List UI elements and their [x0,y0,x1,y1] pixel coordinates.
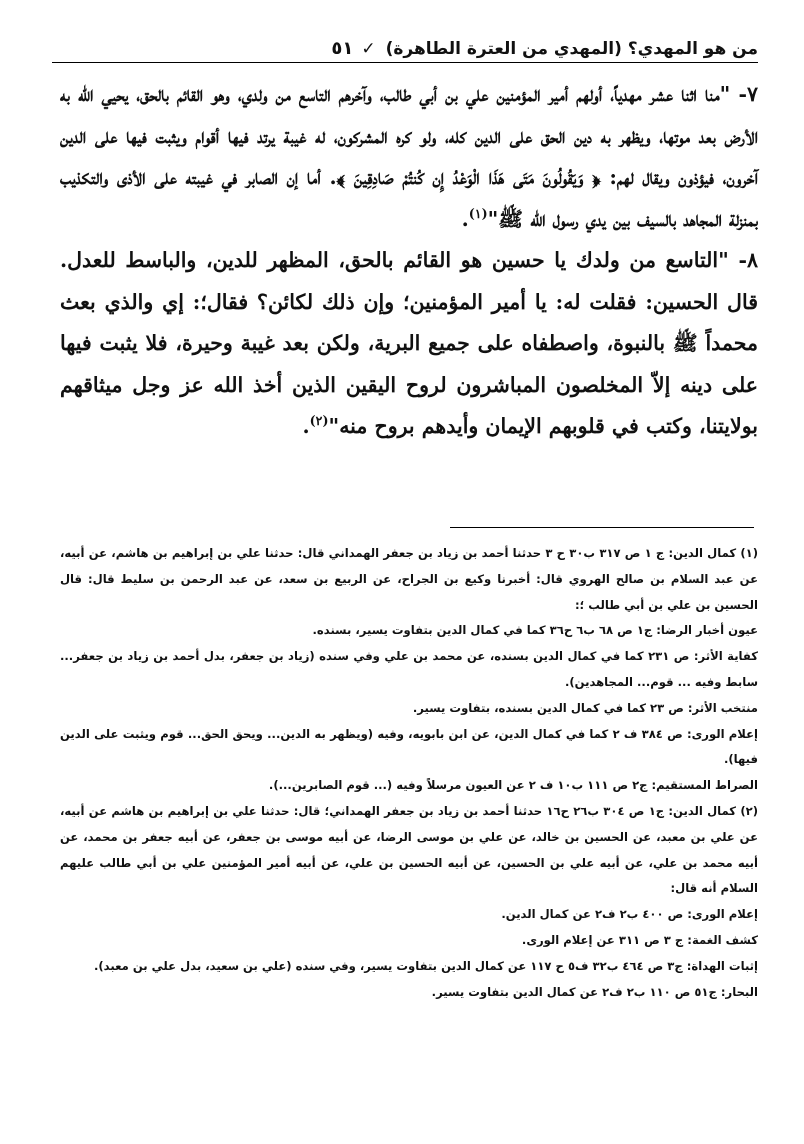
footnote-line: كشف الغمة: ج ٣ ص ٣١١ عن إعلام الورى. [521,932,758,947]
footnote-line: الصراط المستقيم: ج٢ ص ١١١ ب١٠ ف ٢ عن العيون مرسلاً وفيه (... قوم الصابرين...). [268,778,758,793]
paragraph-8: ٨- "التاسع من ولدك يا حسين هو القائم بالحق، المظهر للدين، والباسط للعدل. قال الحسين: فقلت له: يا أمير المؤمنين؛ وإن ذلك لكائن؟ فقال؛: إي والذي بعث محمداً ﷺ بالنبوة، واصطفاه على جميع البرية، ولكن بعد غيبة وحيرة، فلا يثبت فيها على دينه إلاّ المخلصون المباشرون لروح اليقين الذين أخذ الله عز وجل ميثاقهم بولايتنا، وكتب في قلوبهم الإيمان وأيدهم بروح منه"$^{(٢)}$. [60,248,758,438]
footnote-line: إعلام الورى: ص ٤٠٠ ب٢ ف٢ عن كمال الدين. [501,907,758,922]
footnote-line: إثبات الهداة: ج٣ ص ٤٦٤ ب٣٢ ف٥ ح ١١٧ عن كمال الدين بتفاوت يسير، وفي سنده (علي بن سعيد، بدل علي بن معبد). [93,958,758,973]
footnote-line: البحار: ج٥١ ص ١١٠ ب٢ ف٢ عن كمال الدين بتفاوت يسير. [431,984,758,999]
footnote-line: (٢) كمال الدين: ج١ ص ٣٠٤ ب٢٦ ح١٦ حدثنا أحمد بن زياد بن جعفر الهمداني؛ قال: حدثنا علي بن إبراهيم بن هاشم عن أبيه، عن علي بن معبد، عن الحسين بن خالد، عن علي بن موسى الرضا، عن أبيه موسى بن جعفر، عن أبيه جعفر بن محمد، عن أبيه محمد بن علي، عن أبيه علي بن الحسين، عن أبيه الحسين بن علي، عن أبيه أمير المؤمنين علي بن أبي طالب عليهم السلام أنه قال: [60,803,759,896]
paragraph-7: ٧- "منا اثنا عشر مهدياً، أولهم أمير المؤمنين علي بن أبي طالب، وآخرهم التاسع من ولدي، وهو القائم بالحق، يحيي الله به الأرض بعد موتها، ويظهر به دين الحق على الدين كله، ولو كره المشركون، له غيبة يرتد فيها أقوام ويثبت فيها على الدين آخرون، فيؤذون ويقال لهم: ﴿ وَيَقُولُونَ مَتَى هَذَا الْوَعْدُ إِن كُنتُمْ صَادِقِينَ ﴾. أما إن الصابر في غيبته على الأذى والتكذيب بمنزلة المجاهد بالسيف بين يدي رسول الله ﷺ"$^{(١)}$. [60,82,758,231]
paragraph-8-text: ٨- "التاسع من ولدك يا حسين هو القائم بالحق، المظهر للدين، والباسط للعدل. قال الحسين: فقلت له: يا أمير المؤمنين؛ وإن ذلك لكائن؟ فقال؛: إي والذي بعث محمداً ﷺ بالنبوة، واصطفاه على جميع البرية، ولكن بعد غيبة وحيرة، فلا يثبت فيها على دينه إلاّ المخلصون المباشرون لروح اليقين الذين أخذ الله عز وجل ميثاقهم بولايتنا، وكتب في قلوبهم الإيمان وأيدهم بروح منه" [60,248,758,438]
footnote-ref-1[interactable]: (١) [468,205,488,221]
main-text [60,74,758,448]
footnote-line: إعلام الورى: ص ٣٨٤ ف ٢ كما في كمال الدين، عن ابن بابويه، وفيه (ويظهر به الدين... ويحق الحق... قوم ويثبت على الدين فيها). [60,726,758,767]
footnote-line: (١) كمال الدين: ج ١ ص ٣١٧ ب٣٠ ح ٣ حدثنا أحمد بن زياد بن جعفر الهمداني قال: حدثنا علي بن إبراهيم بن هاشم، عن أبيه، عن عبد السلام بن صالح الهروي قال: أخبرنا وكيع بن الجراح، عن الربيع بن سعد، عن عبد الرحمن بن سليط قال: قال الحسين بن علي بن أبي طالب ؛: [60,546,759,612]
paragraph-7-text: ٧- "منا اثنا عشر مهدياً، أولهم أمير المؤمنين علي بن أبي طالب، وآخرهم التاسع من ولدي، وهو القائم بالحق، يحيي الله به الأرض بعد موتها، ويظهر به دين الحق على الدين كله، ولو كره المشركون، له غيبة يرتد فيها أقوام ويثبت فيها على الدين آخرون، فيؤذون ويقال لهم: ﴿ وَيَقُولُونَ مَتَى هَذَا الْوَعْدُ إِن كُنتُمْ صَادِقِينَ ﴾. أما إن الصابر في غيبته على الأذى والتكذيب بمنزلة المجاهد بالسيف بين يدي رسول الله ﷺ" [60,82,758,231]
running-header [52,30,758,63]
header-ornament-icon: ✓ [361,39,376,59]
footnote-line: كفاية الأثر: ص ٢٣١ كما في كمال الدين بسنده، عن محمد بن علي وفي سنده (زياد بن جعفر، بدل أحمد بن زياد بن جعفر... سابط وفيه ... قوم... المجاهدين). [60,649,758,689]
footnote-separator [450,527,754,528]
footnote-line: منتخب الأثر: ص ٢٣ كما في كمال الدين بسنده، بتفاوت يسير. [412,700,758,715]
footnote-line: عيون أخبار الرضا: ج١ ص ٦٨ ب٦ ح٣٦ كما في كمال الدين بتفاوت يسير، بسنده. [312,623,758,638]
page-number: ٥١ [331,38,354,59]
header-title: من هو المهدي؟ (المهدي من العترة الطاهرة) [385,39,758,59]
footnote-ref-2[interactable]: (٢) [309,413,329,429]
footnotes [60,541,758,1005]
